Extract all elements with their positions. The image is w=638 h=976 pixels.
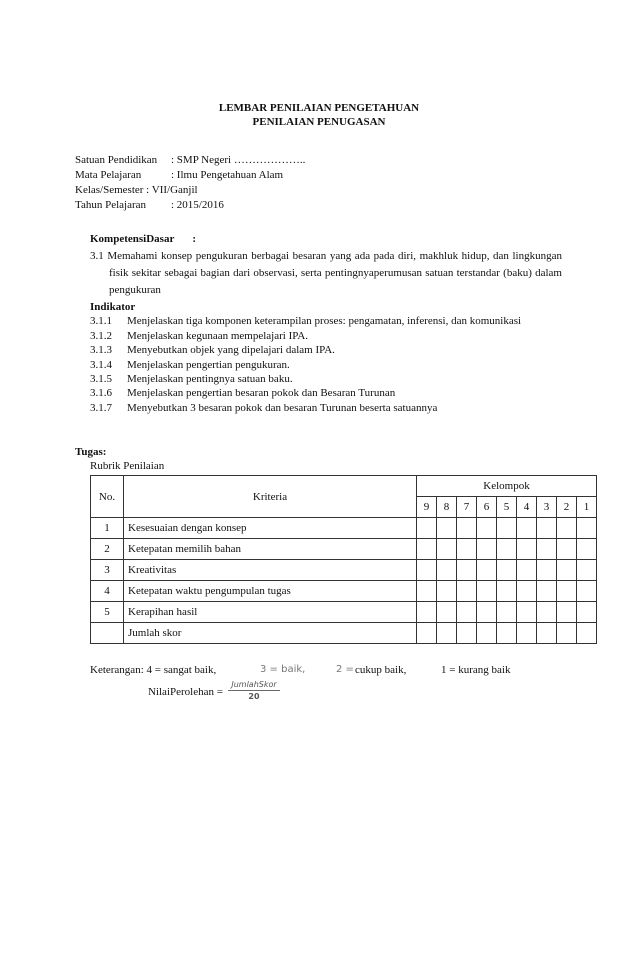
score-cell xyxy=(497,560,517,581)
group-number: 6 xyxy=(477,497,497,518)
rubrik-label: Rubrik Penilaian xyxy=(90,460,165,472)
group-number: 7 xyxy=(457,497,477,518)
indikator-item xyxy=(90,386,521,400)
score-cell xyxy=(537,518,557,539)
score-cell xyxy=(517,581,537,602)
indikator-section xyxy=(90,300,521,415)
score-cell xyxy=(437,602,457,623)
info-value: : Ilmu Pengetahuan Alam xyxy=(171,169,284,181)
score-cell xyxy=(537,539,557,560)
score-cell xyxy=(577,623,597,644)
score-cell xyxy=(577,581,597,602)
score-cell xyxy=(517,518,537,539)
kompetensi-heading: KompetensiDasar xyxy=(90,233,175,245)
group-number: 9 xyxy=(417,497,437,518)
table-row xyxy=(91,602,597,623)
row-kriteria: Ketepatan waktu pengumpulan tugas xyxy=(124,581,417,602)
score-cell xyxy=(537,602,557,623)
score-cell xyxy=(517,539,537,560)
document-subtitle: PENILAIAN PENUGASAN xyxy=(252,116,386,128)
score-cell xyxy=(457,518,477,539)
rubric-table xyxy=(90,475,597,644)
table-header-row xyxy=(91,476,597,497)
table-row xyxy=(91,518,597,539)
table-row xyxy=(91,581,597,602)
score-cell xyxy=(517,623,537,644)
score-cell xyxy=(457,602,477,623)
score-cell xyxy=(497,623,517,644)
table-row xyxy=(91,539,597,560)
info-label: Tahun Pelajaran xyxy=(75,199,147,211)
info-value: : 2015/2016 xyxy=(171,199,224,211)
nilai-formula xyxy=(228,680,280,701)
info-label: Satuan Pendidikan xyxy=(75,154,158,166)
score-cell xyxy=(417,539,437,560)
table-row-total xyxy=(91,623,597,644)
score-cell xyxy=(437,623,457,644)
keterangan-part3: 2 = xyxy=(336,664,354,675)
indikator-text: Menjelaskan tiga komponen keterampilan proses: pengamatan, inferensi, dan komunikasi xyxy=(127,315,522,328)
score-cell xyxy=(437,518,457,539)
score-cell xyxy=(457,539,477,560)
score-cell xyxy=(477,602,497,623)
score-cell xyxy=(417,623,437,644)
info-label: Mata Pelajaran xyxy=(75,169,142,181)
score-cell xyxy=(537,560,557,581)
score-cell xyxy=(437,581,457,602)
group-number: 5 xyxy=(497,497,517,518)
indikator-text: Menyebutkan objek yang dipelajari dalam IPA. xyxy=(127,344,335,357)
score-cell xyxy=(557,581,577,602)
formula-denominator: 20 xyxy=(248,692,260,701)
score-cell xyxy=(497,581,517,602)
info-label: Kelas/Semester : VII/Ganjil xyxy=(75,184,198,196)
row-number xyxy=(91,623,124,644)
info-row-satuan xyxy=(75,153,305,168)
score-cell xyxy=(457,623,477,644)
group-number: 4 xyxy=(517,497,537,518)
school-info xyxy=(75,153,305,213)
indikator-item xyxy=(90,314,521,328)
row-number: 2 xyxy=(91,539,124,560)
score-cell xyxy=(477,560,497,581)
indikator-number: 3.1.1 xyxy=(90,315,112,328)
score-cell xyxy=(437,539,457,560)
keterangan-part5: 1 = kurang baik xyxy=(441,664,511,676)
score-cell xyxy=(477,581,497,602)
score-cell xyxy=(417,518,437,539)
group-number: 2 xyxy=(557,497,577,518)
row-kriteria: Jumlah skor xyxy=(124,623,417,644)
score-cell xyxy=(577,560,597,581)
column-header-kriteria: Kriteria xyxy=(124,476,417,518)
row-number: 5 xyxy=(91,602,124,623)
score-cell xyxy=(417,581,437,602)
info-value: : SMP Negeri ……………….. xyxy=(171,154,306,166)
score-cell xyxy=(557,539,577,560)
keterangan-part4: cukup baik, xyxy=(355,664,407,676)
indikator-item xyxy=(90,343,521,357)
score-cell xyxy=(497,602,517,623)
column-header-no: No. xyxy=(91,476,124,518)
score-cell xyxy=(557,623,577,644)
row-number: 4 xyxy=(91,581,124,602)
score-cell xyxy=(517,560,537,581)
section-heading xyxy=(90,231,562,248)
info-row-tahun xyxy=(75,198,305,213)
indikator-text: Menjelaskan pengertian pengukuran. xyxy=(127,358,290,371)
score-cell xyxy=(577,539,597,560)
score-cell xyxy=(477,623,497,644)
score-cell xyxy=(557,518,577,539)
indikator-heading: Indikator xyxy=(90,301,136,313)
indikator-number: 3.1.5 xyxy=(90,373,112,386)
indikator-text: Menjelaskan pengertian besaran pokok dan Besaran Turunan xyxy=(127,387,396,400)
score-cell xyxy=(537,623,557,644)
column-header-kelompok: Kelompok xyxy=(417,476,597,497)
group-number: 3 xyxy=(537,497,557,518)
document-title: LEMBAR PENILAIAN PENGETAHUAN xyxy=(218,102,420,114)
indikator-text: Menyebutkan 3 besaran pokok dan besaran Turunan beserta satuannya xyxy=(127,401,438,414)
score-cell xyxy=(577,518,597,539)
row-kriteria: Ketepatan memilih bahan xyxy=(124,539,417,560)
tugas-heading: Tugas: xyxy=(75,446,107,458)
score-cell xyxy=(517,602,537,623)
score-cell xyxy=(557,560,577,581)
score-cell xyxy=(537,581,557,602)
score-cell xyxy=(577,602,597,623)
indikator-text: Menjelaskan kegunaan mempelajari IPA. xyxy=(127,329,309,342)
row-number: 3 xyxy=(91,560,124,581)
formula-numerator: JumlahSkor xyxy=(228,680,280,691)
keterangan-part2: 3 = baik, xyxy=(260,664,306,675)
info-row-mapel xyxy=(75,168,305,183)
group-number: 8 xyxy=(437,497,457,518)
score-cell xyxy=(497,518,517,539)
score-cell xyxy=(477,539,497,560)
score-cell xyxy=(497,539,517,560)
row-kriteria: Kerapihan hasil xyxy=(124,602,417,623)
score-cell xyxy=(457,581,477,602)
score-cell xyxy=(417,560,437,581)
indikator-text: Menjelaskan pentingnya satuan baku. xyxy=(127,373,293,386)
row-number: 1 xyxy=(91,518,124,539)
indikator-number: 3.1.6 xyxy=(90,387,112,400)
row-kriteria: Kreativitas xyxy=(124,560,417,581)
kompetensi-item: 3.1 Memahami konsep pengukuran berbagai besaran yang ada pada diri, makhluk hidup, dan lingkungan fisik sekitar sebagai bagian dari observasi, serta pentingnyaperumusan satuan terstandar (baku) dalam pengukuran xyxy=(90,250,562,296)
kompetensi-dasar-section xyxy=(90,231,562,299)
score-cell xyxy=(477,518,497,539)
indikator-item xyxy=(90,372,521,386)
indikator-number: 3.1.3 xyxy=(90,344,112,357)
row-kriteria: Kesesuaian dengan konsep xyxy=(124,518,417,539)
indikator-item xyxy=(90,401,521,415)
indikator-number: 3.1.2 xyxy=(90,329,112,342)
score-cell xyxy=(437,560,457,581)
table-row xyxy=(91,560,597,581)
group-number: 1 xyxy=(577,497,597,518)
keterangan-part1: Keterangan: 4 = sangat baik, xyxy=(90,664,217,676)
score-cell xyxy=(557,602,577,623)
score-cell xyxy=(417,602,437,623)
indikator-number: 3.1.4 xyxy=(90,358,112,371)
indikator-item xyxy=(90,329,521,343)
indikator-number: 3.1.7 xyxy=(90,401,112,414)
kompetensi-colon: : xyxy=(192,233,196,245)
nilai-perolehan-label: NilaiPerolehan = xyxy=(148,686,223,698)
info-row-kelas xyxy=(75,183,305,198)
score-cell xyxy=(457,560,477,581)
indikator-item xyxy=(90,358,521,372)
